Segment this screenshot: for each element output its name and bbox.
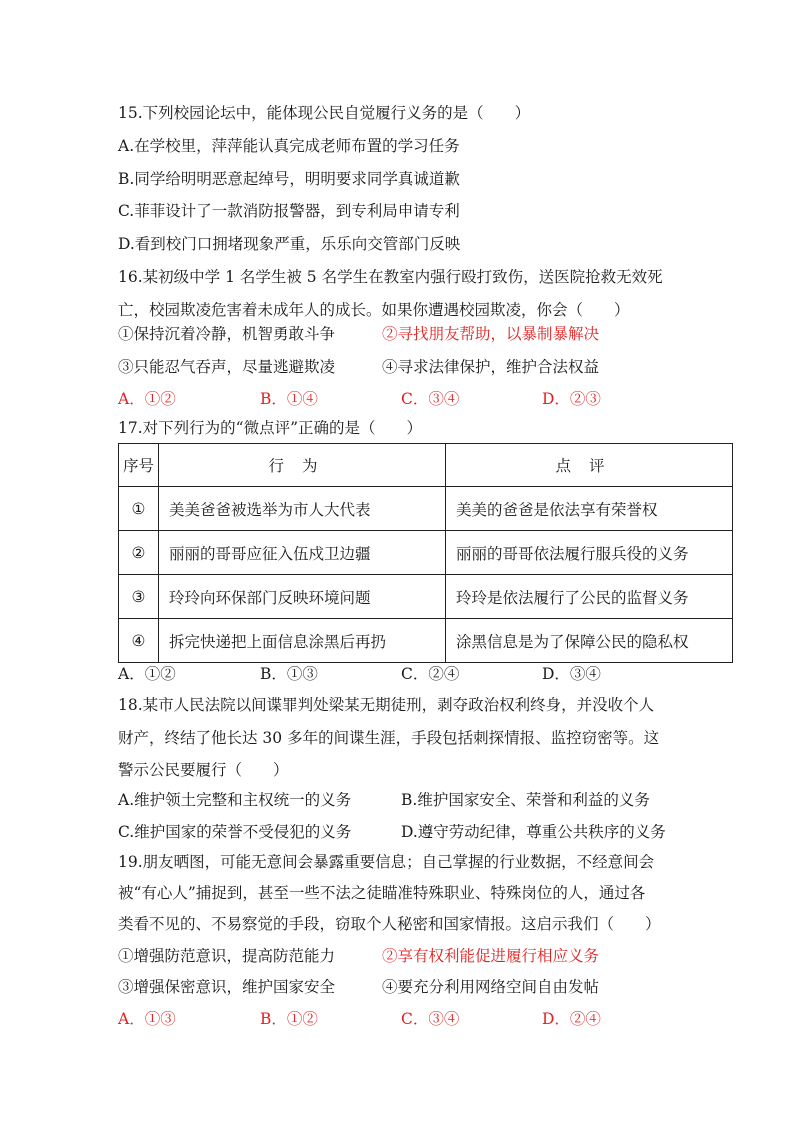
table-row xyxy=(119,531,733,575)
q18-stem-line2: 财产，终结了他长达 30 多年的间谍生涯，手段包括刺探情报、监控窃密等。这 xyxy=(118,729,660,747)
q17-choice-d: D．③④ xyxy=(542,665,601,683)
q17-row-comment: 玲玲是依法履行了公民的监督义务 xyxy=(446,575,733,619)
q17-row-action: 玲玲向环保部门反映环境问题 xyxy=(159,575,446,619)
q19-choice-a: A．①③ xyxy=(118,1010,176,1028)
q17-row-index: ② xyxy=(119,531,159,575)
q15-option-b: B.同学给明明恶意起绰号，明明要求同学真诚道歉 xyxy=(118,170,460,188)
q17-row-index: ③ xyxy=(119,575,159,619)
q18-option-a: A.维护领土完整和主权统一的义务 xyxy=(118,791,352,809)
q18-stem-line1: 18.某市人民法院以间谍罪判处梁某无期徒刑，剥夺政治权利终身，并没收个人 xyxy=(118,696,655,714)
q19-item-3: ③增强保密意识，维护国家安全 xyxy=(118,978,336,996)
q19-choice-c: C．③④ xyxy=(401,1010,460,1028)
q19-choice-d: D．②④ xyxy=(542,1010,601,1028)
q18-option-d: D.遵守劳动纪律，尊重公共秩序的义务 xyxy=(401,823,666,841)
q16-item-4: ④寻求法律保护，维护合法权益 xyxy=(382,358,600,376)
q15-option-d: D.看到校门口拥堵现象严重，乐乐向交管部门反映 xyxy=(118,235,461,253)
q16-choice-c: C．③④ xyxy=(401,390,460,408)
q17-header-index: 序号 xyxy=(119,444,159,487)
table-row xyxy=(119,575,733,619)
q16-item-1: ①保持沉着冷静，机智勇敢斗争 xyxy=(118,325,336,343)
q18-option-b: B.维护国家安全、荣誉和利益的义务 xyxy=(401,791,650,809)
q15-stem: 15.下列校园论坛中，能体现公民自觉履行义务的是（ ） xyxy=(118,104,531,122)
q17-choice-b: B．①③ xyxy=(260,665,318,683)
q17-choice-c: C．②④ xyxy=(401,665,460,683)
q17-table-header xyxy=(119,444,733,487)
q17-row-action: 拆完快递把上面信息涂黑后再扔 xyxy=(159,619,446,663)
q19-stem-line3: 类看不见的、不易察觉的手段，窃取个人秘密和国家情报。这启示我们（ ） xyxy=(118,915,661,933)
q19-choice-b: B．①② xyxy=(260,1010,318,1028)
table-row xyxy=(119,619,733,663)
q19-item-4: ④要充分利用网络空间自由发帖 xyxy=(382,978,600,996)
q17-row-index: ① xyxy=(119,487,159,531)
q16-item-2: ②寻找朋友帮助，以暴制暴解决 xyxy=(382,325,600,343)
q17-row-index: ④ xyxy=(119,619,159,663)
q17-table xyxy=(118,443,733,663)
q18-stem-line3: 警示公民要履行（ ） xyxy=(118,761,289,779)
q17-row-action: 美美爸爸被选举为市人大代表 xyxy=(159,487,446,531)
q19-item-2: ②享有权利能促进履行相应义务 xyxy=(382,947,600,965)
q15-option-c: C.菲菲设计了一款消防报警器，到专利局申请专利 xyxy=(118,202,460,220)
q18-option-c: C.维护国家的荣誉不受侵犯的义务 xyxy=(118,823,352,841)
q16-item-3: ③只能忍气吞声，尽量逃避欺凌 xyxy=(118,358,336,376)
q17-header-action: 行为 xyxy=(159,444,446,487)
q17-stem: 17.对下列行为的“微点评”正确的是（ ） xyxy=(118,419,422,437)
q15-option-a: A.在学校里，萍萍能认真完成老师布置的学习任务 xyxy=(118,137,460,155)
q19-stem-line1: 19.朋友晒图，可能无意间会暴露重要信息；自己掌握的行业数据，不经意间会 xyxy=(118,853,655,871)
q19-stem-line2: 被“有心人”捕捉到，甚至一些不法之徒瞄准特殊职业、特殊岗位的人，通过各 xyxy=(118,884,646,902)
q16-choice-a: A．①② xyxy=(118,390,176,408)
q17-row-comment: 美美的爸爸是依法享有荣誉权 xyxy=(446,487,733,531)
q19-item-1: ①增强防范意识，提高防范能力 xyxy=(118,947,336,965)
q17-row-comment: 涂黑信息是为了保障公民的隐私权 xyxy=(446,619,733,663)
q16-stem-line1: 16.某初级中学 1 名学生被 5 名学生在教室内强行殴打致伤，送医院抢救无效死 xyxy=(118,268,663,286)
table-row xyxy=(119,487,733,531)
q17-header-comment: 点评 xyxy=(446,444,733,487)
q16-stem-line2: 亡，校园欺凌危害着未成年人的成长。如果你遭遇校园欺凌，你会（ ） xyxy=(118,301,630,319)
q17-row-comment: 丽丽的哥哥依法履行服兵役的义务 xyxy=(446,531,733,575)
q16-choice-d: D．②③ xyxy=(542,390,601,408)
q16-choice-b: B．①④ xyxy=(260,390,318,408)
q17-row-action: 丽丽的哥哥应征入伍戍卫边疆 xyxy=(159,531,446,575)
q17-choice-a: A．①② xyxy=(118,665,176,683)
